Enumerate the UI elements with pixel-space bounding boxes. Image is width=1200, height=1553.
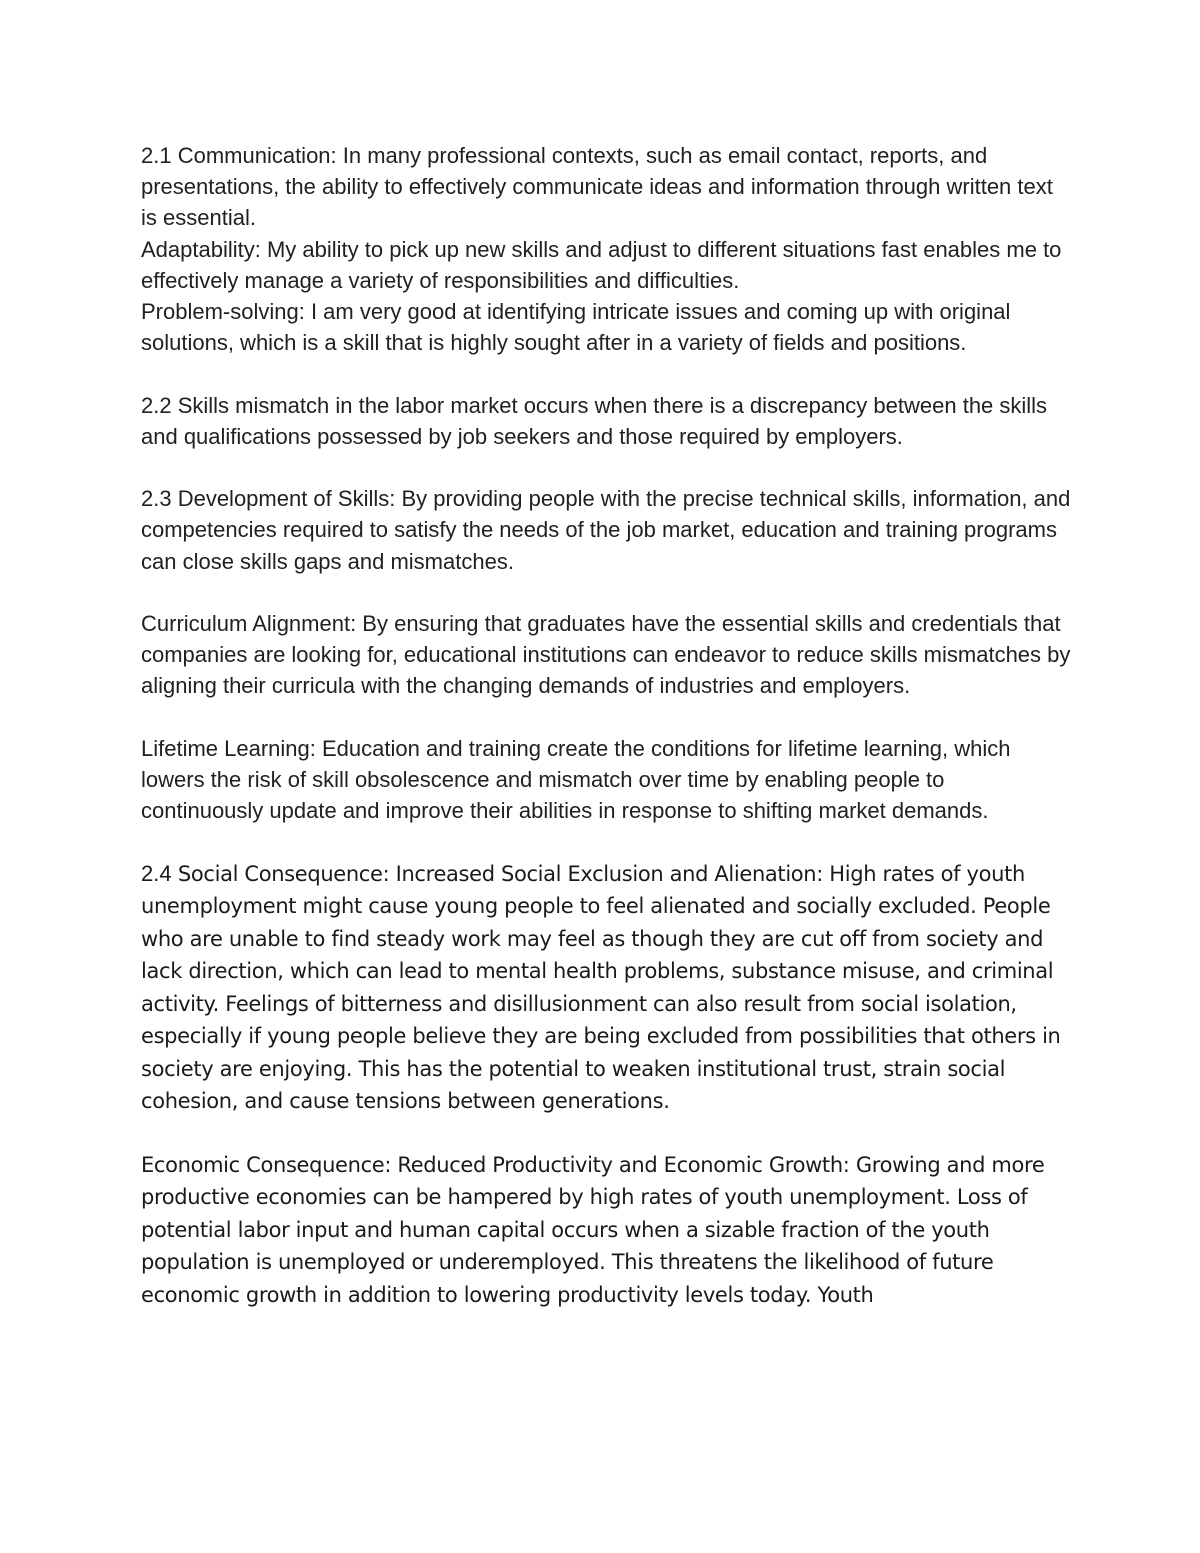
paragraph-lifetime-learning: Lifetime Learning: Education and training create the conditions for lifetime learning, which lowers the risk of skill obsolescence and mismatch over time by enabling people to continuously update and improve their abilities in response to shifting market demands.: [141, 735, 1011, 824]
paragraph-problem-solving: Problem-solving: I am very good at identifying intricate issues and coming up with original solutions, which is a skill that is highly sought after in a variety of fields and positions.: [141, 299, 1011, 356]
paragraph-gap: [141, 358, 1071, 389]
paragraph-adaptability: Adaptability: My ability to pick up new skills and adjust to different situations fast enables me to effectively manage a variety of responsibilities and difficulties.: [141, 236, 1062, 293]
paragraph-development-of-skills: 2.3 Development of Skills: By providing people with the precise technical skills, information, and competencies required to satisfy the needs of the job market, education and training programs can close skills gaps and mismatches.: [141, 486, 1071, 574]
paragraph-gap: [141, 826, 1071, 857]
paragraph-curriculum-alignment: Curriculum Alignment: By ensuring that graduates have the essential skills and credentials that companies are looking for, educational institutions can endeavor to reduce skills mismatches by aligning their curricula with the changing demands of industries and employers.: [141, 611, 1071, 699]
paragraph-skills-mismatch: 2.2 Skills mismatch in the labor market occurs when there is a discrepancy between the skills and qualifications possessed by job seekers and those required by employers.: [141, 392, 1048, 449]
paragraph-gap: [141, 452, 1071, 483]
paragraph-gap: [141, 577, 1071, 608]
paragraph-communication: 2.1 Communication: In many professional contexts, such as email contact, reports, and presentations, the ability to effectively communicate ideas and information through written text is essential.: [141, 143, 1053, 231]
document-page: [141, 140, 1071, 1311]
paragraph-social-consequence: [141, 858, 1071, 1118]
paragraph-economic-consequence: Economic Consequence: Reduced Productivity and Economic Growth: Growing and more productive economies can be hampered by high rates of youth unemployment. Loss of potential labor input and human capital occurs when a sizable fraction of the youth population is unemployed or underemployed. This threatens the likelihood of future economic growth in addition to lowering productivity levels today. Youth: [141, 1152, 1045, 1307]
section-number: 2.4: [141, 860, 172, 886]
paragraph-gap: [141, 1118, 1071, 1149]
social-consequence-text: Social Consequence: Increased Social Exclusion and Alienation: High rates of youth unemployment might cause young people to feel alienated and socially excluded. People who are unable to find steady work may feel as though they are cut off from society and lack direction, which can lead to mental health problems, substance misuse, and criminal activity. Feelings of bitterness and disillusionment can also result from social isolation, especially if young people believe they are being excluded from possibilities that others in society are enjoying. This has the potential to weaken institutional trust, strain social cohesion, and cause tensions between generations.: [141, 861, 1061, 1114]
paragraph-gap: [141, 702, 1071, 733]
